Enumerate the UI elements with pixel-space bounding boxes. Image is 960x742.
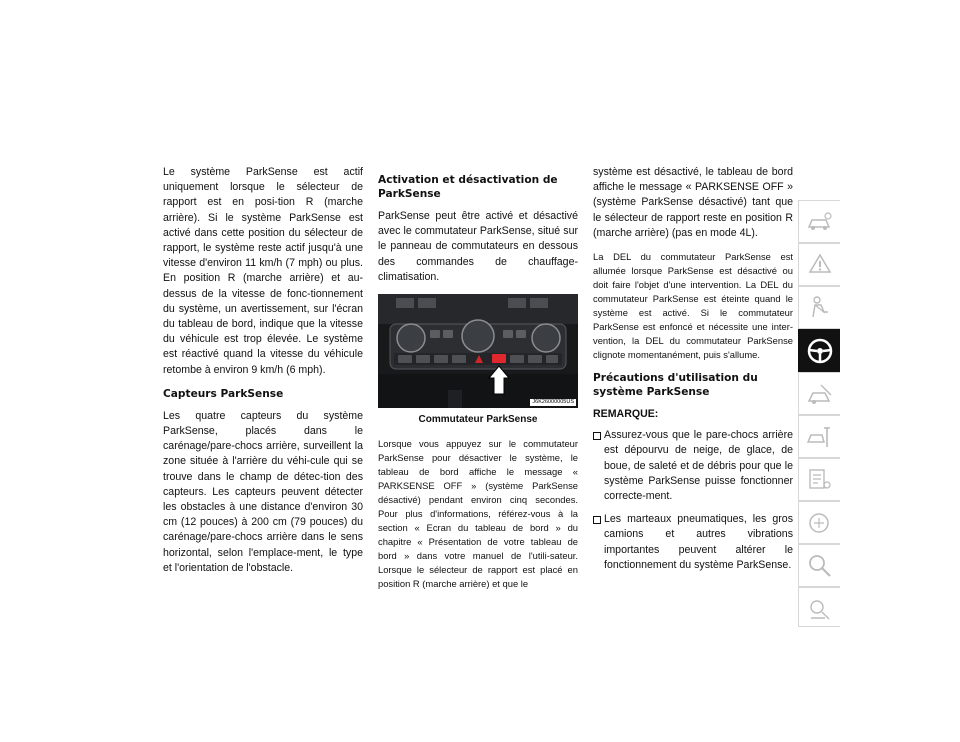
dashboard-controls-illustration xyxy=(378,294,578,408)
paragraph-desactivation: Lorsque vous appuyez sur le commutateur ParkSense pour désactiver le système, le tableau de bord affiche le message « PARKSENSE OFF » (système ParkSense désactivé) pendant environ cinq secondes. Pour plus d'informations, référez-vous à la section « Ecran du tableau de bord » du chapitre « Présentation de votre tableau de bord » dans votre manuel de l'utili-sateur. Lorsque le sélecteur de rapport est placé en position R (marche arrière) et que le xyxy=(378,438,578,590)
figure-code: J6K26000005US xyxy=(532,399,574,406)
starting-driving-icon xyxy=(805,379,835,409)
column-left xyxy=(163,165,363,585)
paragraph-parksense-off: système est désactivé, le tableau de bord affiche le message « PARKSENSE OFF » (système ParkSense désactivé) tant que le sélecteur de rapport reste en position R (marche arrière) (pas en mode 4L). xyxy=(593,166,793,239)
column-right xyxy=(593,165,793,581)
tab-steering-wheel[interactable] xyxy=(798,329,840,372)
seats-safety-icon xyxy=(805,293,835,323)
paragraph-del: La DEL du commutateur ParkSense est allumée lorsque ParkSense est désactivé ou doit faire l'objet d'une intervention. La DEL du commutateur ParkSense est éteinte quand le système est activé. Si le commutateur ParkSense est enfoncé et nécessite une inter-vention, la DEL du commutateur ParkSense clignote momentanément, puis s'allume. xyxy=(593,251,793,361)
heading-capteurs: Capteurs ParkSense xyxy=(163,387,284,400)
steering-wheel-icon xyxy=(805,336,835,366)
figure-caption: Commutateur ParkSense xyxy=(418,414,538,426)
paragraph-parksense-active: Le système ParkSense est actif uniquement lorsque le sélecteur de rapport est en posi-tion R (marche arrière). Si le système ParkSense est activé dans cette position du sélecteur de rapport, le système reste actif jusqu'à une vitesse d'environ 11 km/h (7 mph) ou plus. En position R (marche arrière) et au-dessus de la vitesse de fonc-tionnement du système, un avertissement, sur l'écran du tableau de bord, indique que la vitesse du véhicule est trop élevée. Le système est réactivé quand la vitesse du véhicule retombe à environ 9 km/h (6 mph). xyxy=(163,166,363,376)
tab-starting-driving[interactable] xyxy=(798,372,840,415)
maintenance-icon xyxy=(805,465,835,495)
tab-specifications[interactable] xyxy=(798,501,840,544)
list-item: Les marteaux pneumatiques, les gros camions et autres vibrations importantes peuvent altérer le fonctionnement du système ParkSense. xyxy=(593,512,793,573)
tab-maintenance[interactable] xyxy=(798,458,840,501)
tab-seats-safety[interactable] xyxy=(798,286,840,329)
warning-lights-icon xyxy=(805,250,835,280)
tab-car-info[interactable] xyxy=(798,200,840,243)
tab-multimedia[interactable] xyxy=(798,587,840,627)
heading-precautions: Précautions d'utilisation du système ParkSense xyxy=(593,372,758,399)
list-item: Assurez-vous que le pare-chocs arrière est dépourvu de neige, de glace, de boue, de saleté et de débris pour que le système ParkSense puisse fonctionner correcte-ment. xyxy=(593,428,793,504)
heading-activation: Activation et désactivation de ParkSense xyxy=(378,174,558,200)
specifications-icon xyxy=(805,508,835,538)
tab-warning-lights[interactable] xyxy=(798,243,840,286)
parksense-switch-photo xyxy=(378,294,578,408)
multimedia-icon xyxy=(805,594,835,624)
service-icon xyxy=(805,422,835,452)
note-label: REMARQUE: xyxy=(593,408,659,421)
paragraph-capteurs: Les quatre capteurs du système ParkSense, placés dans le carénage/pare-chocs arrière, surveillent la zone située à l'arrière du véhi-cule qui se trouve dans le champ de détec-tion des capteurs. Les capteurs peuvent détecter les obstacles à une distance d'environ 30 cm (12 pouces) à 200 cm (79 pouces) du carénage/pare-chocs arrière dans le sens horizontal, selon l'emplace-ment, le type et l'orientation de l'obstacle. xyxy=(163,409,363,574)
tab-search[interactable] xyxy=(798,544,840,587)
column-middle xyxy=(378,173,578,600)
precautions-list xyxy=(593,428,793,573)
search-icon xyxy=(805,551,835,581)
paragraph-activation: ParkSense peut être activé et désactivé avec le commutateur ParkSense, situé sur le panneau de commutateurs en dessous des commandes de chauffage-climatisation. xyxy=(378,210,578,283)
car-info-icon xyxy=(805,207,835,237)
tab-service[interactable] xyxy=(798,415,840,458)
